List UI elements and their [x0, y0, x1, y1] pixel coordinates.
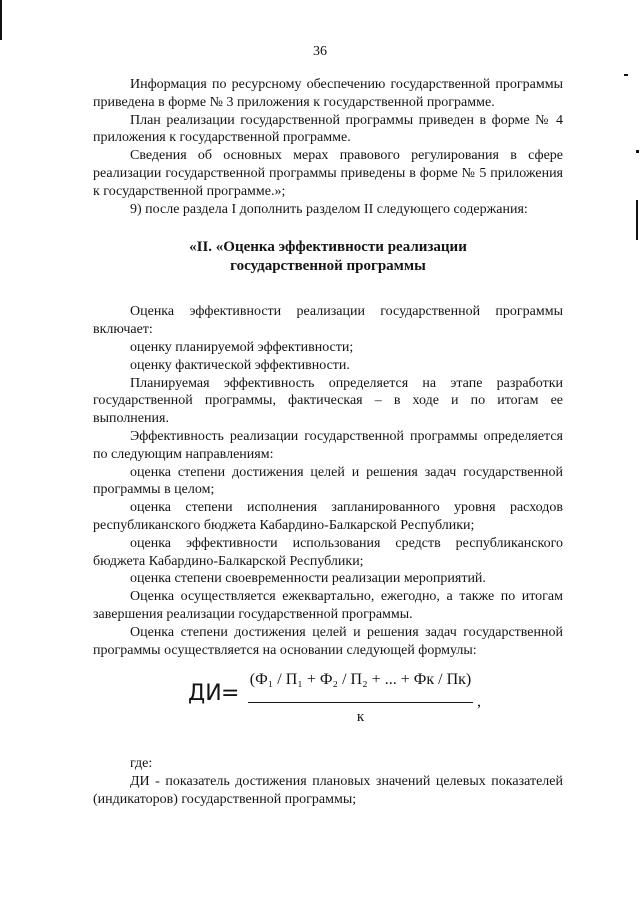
paragraph: Планируемая эффективность определяется на этапе разработки государственной программы, фактическая – в ходе и по итогам ее выполнения. — [93, 375, 563, 427]
scan-edge-mark — [636, 150, 639, 153]
page-number: 36 — [313, 44, 327, 59]
section-heading-line: государственной программы — [230, 258, 426, 275]
paragraph: где: — [130, 756, 153, 772]
paragraph: Эффективность реализации государственной программы определяется по следующим направлениям: — [93, 428, 563, 462]
formula-lhs: ДИ — [188, 681, 222, 707]
paragraph: План реализации государственной программы приведен в форме № 4 приложения к государственной программе. — [93, 112, 563, 146]
paragraph: оценка степени достижения целей и решения задач государственной программы в целом; — [93, 464, 563, 498]
scan-edge-mark — [624, 74, 628, 76]
formula-numerator: (Ф₁ / П₁ + Ф₂ / П₂ + ... + Фк / Пк) — [249, 671, 472, 689]
formula-denominator: к — [356, 709, 365, 726]
scan-edge-mark — [636, 200, 638, 240]
paragraph: 9) после раздела I дополнить разделом II следующего содержания: — [130, 201, 528, 217]
paragraph: оценка эффективности использования средств республиканского бюджета Кабардино-Балкарской Республики; — [93, 535, 563, 569]
section-heading — [93, 238, 563, 276]
paragraph: оценку фактической эффективности. — [130, 357, 350, 373]
paragraph: Оценка осуществляется ежеквартально, ежегодно, а также по итогам завершения реализации государственной программы. — [93, 589, 563, 622]
fraction-line — [248, 702, 473, 703]
paragraph: Информация по ресурсному обеспечению государственной программы приведена в форме № 3 приложения к государственной программе. — [93, 77, 563, 110]
paragraph: оценку планируемой эффективности; — [130, 339, 354, 355]
scan-edge-mark — [0, 0, 2, 40]
paragraph: Сведения об основных мерах правового регулирования в сфере реализации государственной программы приведены в форме № 5 приложения к государственной программе.»; — [93, 148, 563, 199]
section-heading-line: «II. «Оценка эффективности реализации — [189, 239, 467, 256]
formula-comma: , — [477, 693, 481, 711]
paragraph: ДИ - показатель достижения плановых значений целевых показателей (индикаторов) государственной программы; — [93, 774, 563, 807]
document-body — [93, 76, 563, 809]
paragraph: Оценка степени достижения целей и решения задач государственной программы осуществляется на основании следующей формулы: — [93, 624, 563, 658]
paragraph: оценка степени исполнения запланированного уровня расходов республиканского бюджета Кабардино-Балкарской Республики; — [93, 500, 563, 533]
formula-equals: = — [221, 681, 240, 707]
paragraph: Оценка эффективности реализации государственной программы включает: — [93, 304, 563, 338]
formula — [93, 669, 563, 741]
paragraph: оценка степени своевременности реализации мероприятий. — [130, 571, 486, 587]
